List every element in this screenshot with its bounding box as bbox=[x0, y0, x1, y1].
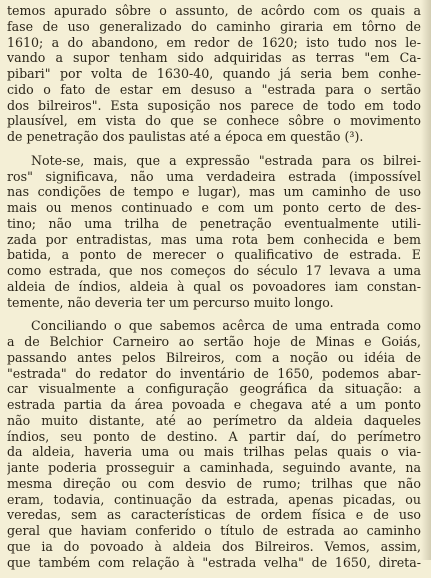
text-line: temente, não deveria ter um percurso muito longo. bbox=[7, 294, 334, 310]
text-line: geral que haviam conferido o título de estrada ao caminho bbox=[7, 523, 421, 538]
text-line: passando antes pelos Bilreiros, com a noção ou idéia de bbox=[7, 349, 421, 365]
text-line: nas condições de tempo e lugar), mas um caminho de uso bbox=[7, 184, 421, 200]
text-line: fase de uso generalizado do caminho giraria em tôrno de bbox=[7, 18, 421, 34]
text-line: veredas, sem as características de ordem física e de uso bbox=[7, 507, 421, 523]
text-line: mais ou menos continuado e com um ponto certo de des- bbox=[7, 200, 421, 215]
paragraph-3 bbox=[7, 318, 421, 570]
text-line: 1610; a do abandono, em redor de 1620; isto tudo nos le- bbox=[7, 34, 421, 50]
text-line: jante poderia prosseguir a caminhada, seguindo avante, na bbox=[7, 460, 421, 475]
paragraph-2 bbox=[7, 153, 421, 311]
text-line: da aldeia, haveria uma ou mais trilhas pelas quais o via- bbox=[7, 444, 421, 460]
text-line: batida, a ponto de merecer o qualificativo de estrada. E bbox=[7, 247, 421, 263]
text-line: tino; não uma trilha de penetração eventualmente utili- bbox=[7, 215, 421, 231]
text-line: Conciliando o que sabemos acêrca de uma entrada como bbox=[31, 318, 421, 334]
text-line: que ia do povoado à aldeia dos Bilreiros. Vemos, assim, bbox=[7, 538, 421, 554]
text-line: como estrada, que nos começos do século 17 levava a uma bbox=[7, 263, 421, 278]
text-line: "estrada" do redator do inventário de 1650, podemos abar- bbox=[7, 365, 421, 381]
text-line: vando a supor tenham sido adquiridas as terras "em Ca- bbox=[7, 50, 421, 66]
text-line: estrada partia da área povoada e chegava até a um ponto bbox=[7, 397, 421, 412]
text-line: índios, seu ponto de destino. A partir daí, do perímetro bbox=[7, 428, 421, 444]
text-line: a de Belchior Carneiro ao sertão hoje de Minas e Goiás, bbox=[7, 334, 421, 349]
text-line: Note-se, mais, que a expressão "estrada para os bilrei- bbox=[31, 152, 421, 168]
text-line: não muito distante, até ao perímetro da aldeia daqueles bbox=[7, 412, 421, 428]
text-line: dos bilreiros". Esta suposição nos parece de todo em todo bbox=[7, 97, 421, 113]
text-line: zada por entradistas, mas uma rota bem conhecida e bem bbox=[7, 231, 421, 247]
text-line: cido o fato de estar em desuso a "estrada para o sertão bbox=[7, 81, 421, 97]
text-line: ros" significava, não uma verdadeira estrada (impossível bbox=[7, 168, 421, 184]
text-line: mesma direção ou com desvio de rumo; trilhas que não bbox=[7, 475, 421, 491]
text-line: plausível, em vista do que se conhece sôbre o movimento bbox=[7, 113, 421, 129]
text-line: temos apurado sôbre o assunto, de acôrdo com os quais a bbox=[7, 3, 421, 18]
paragraph-1 bbox=[7, 3, 421, 145]
text-line: de penetração dos paulistas até a época em questão (³). bbox=[7, 129, 364, 144]
text-line: aldeia de índios, aldeia à qual os povoadores iam constan- bbox=[7, 278, 421, 294]
text-line: car visualmente a configuração geográfica da situação: a bbox=[7, 381, 421, 397]
page-edge-shadow bbox=[421, 0, 431, 560]
text-line: que também com relação à "estrada velha" de 1650, direta- bbox=[7, 554, 421, 570]
text-line: pibari" por volta de 1630-40, quando já seria bem conhe- bbox=[7, 66, 421, 81]
text-line: eram, todavia, continuação da estrada, apenas picadas, ou bbox=[7, 491, 421, 507]
document-page bbox=[7, 3, 421, 578]
